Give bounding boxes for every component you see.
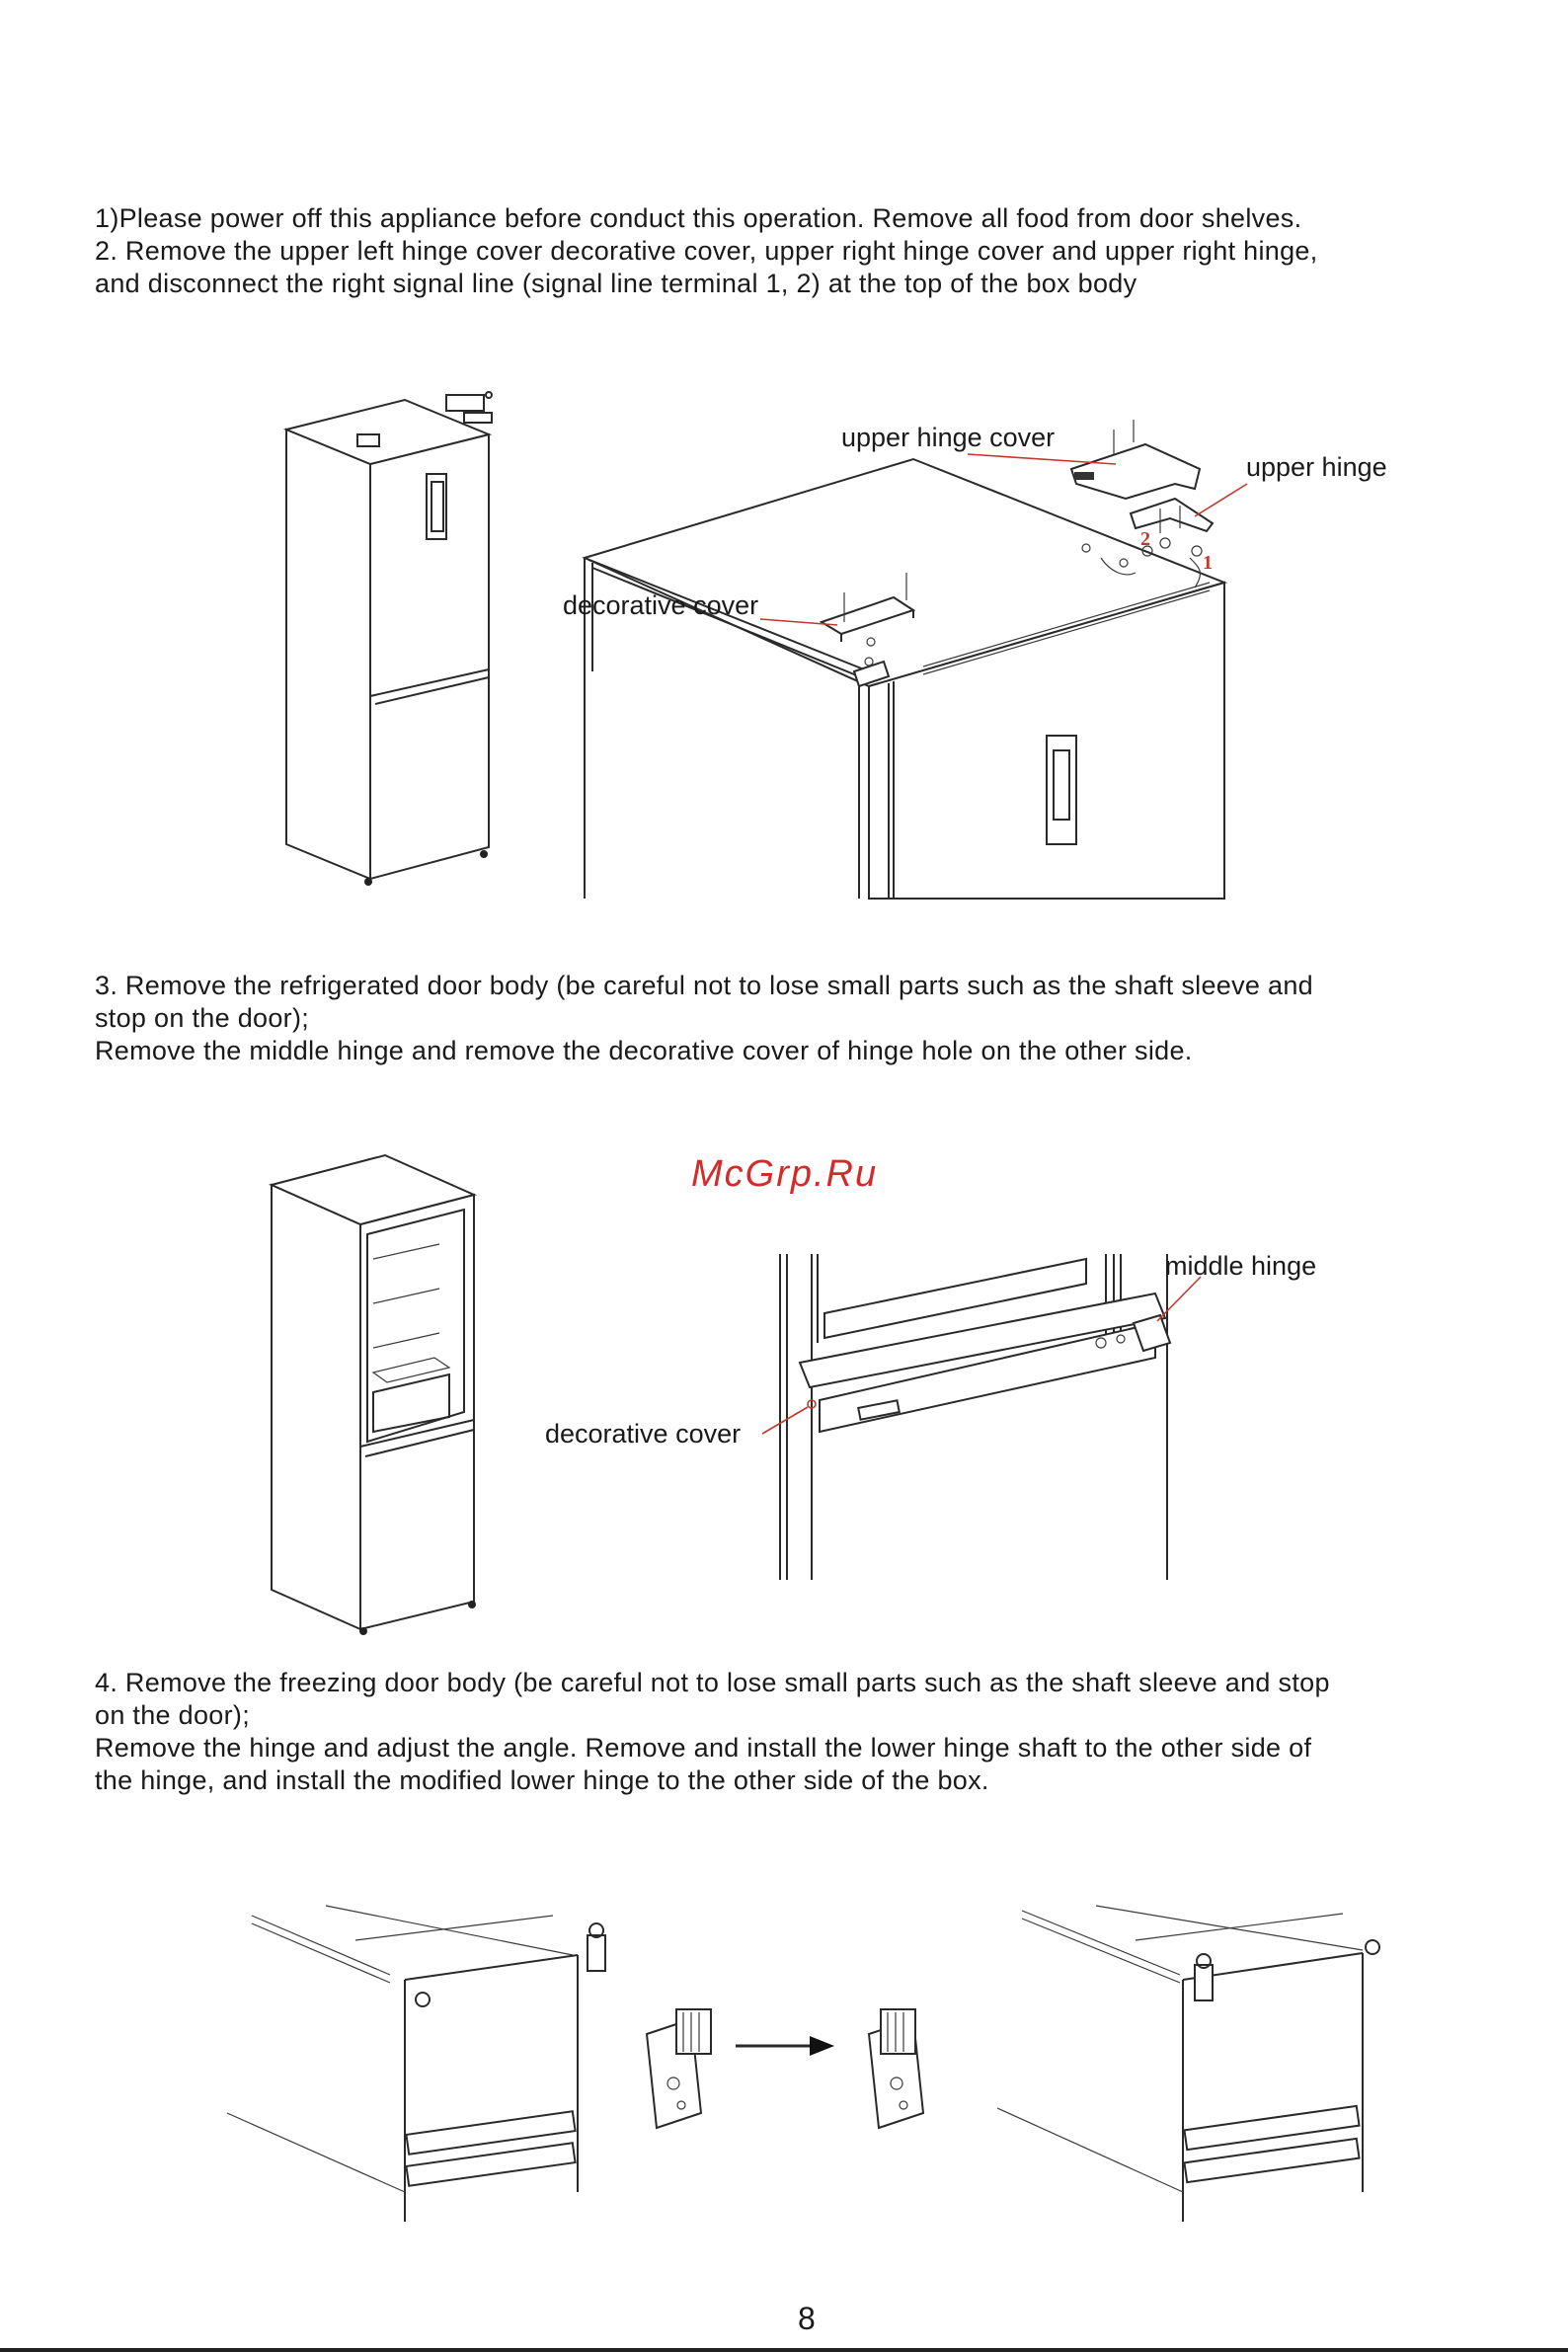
arrow-right — [736, 2036, 834, 2056]
step-2-line-1: 2. Remove the upper left hinge cover decorative cover, upper right hinge cover and upper right hinge, — [95, 236, 1318, 266]
upper-hinge-label: upper hinge — [1246, 452, 1387, 482]
step-3-line-3: Remove the middle hinge and remove the decorative cover of hinge hole on the other side. — [95, 1036, 1193, 1065]
decorative-cover-label-2: decorative cover — [545, 1419, 742, 1449]
decorative-cover-label-1: decorative cover — [563, 590, 759, 620]
step-4-line-1: 4. Remove the freezing door body (be careful not to lose small parts such as the shaft sleeve and stop — [95, 1668, 1330, 1697]
box-bottom-before-drawing — [227, 1906, 605, 2222]
bottom-rule — [0, 2348, 1568, 2352]
step-1-line-1: 1)Please power off this appliance before conduct this operation. Remove all food from door shelves. — [95, 203, 1302, 233]
step-2-line-2: and disconnect the right signal line (signal line terminal 1, 2) at the top of the box body — [95, 269, 1137, 298]
step-4-text — [95, 1667, 1477, 1797]
page-number: 8 — [798, 2301, 816, 2336]
small-fridge-drawing — [286, 392, 492, 886]
figure-2-middle-hinge — [0, 1145, 1568, 1639]
signal-terminal-1-label: 1 — [1203, 552, 1213, 574]
box-bottom-after-drawing — [997, 1906, 1379, 2222]
watermark: McGrp.Ru — [691, 1153, 879, 1195]
step-1-text — [95, 202, 1477, 235]
step-4-line-3: Remove the hinge and adjust the angle. Remove and install the lower hinge shaft to the other side of — [95, 1733, 1312, 1763]
middle-hinge-label: middle hinge — [1165, 1251, 1317, 1281]
upper-hinge-cover-label: upper hinge cover — [841, 423, 1056, 452]
step-2-text — [95, 235, 1477, 300]
step-3-line-1: 3. Remove the refrigerated door body (be careful not to lose small parts such as the shaft sleeve and — [95, 971, 1313, 1000]
step-3-line-2: stop on the door); — [95, 1003, 310, 1033]
figure-3-lower-hinge — [0, 1896, 1568, 2232]
lower-hinge-after-drawing — [869, 2009, 923, 2128]
step-3-text — [95, 970, 1477, 1067]
large-fridge-top-drawing — [585, 420, 1247, 899]
signal-terminal-2-label: 2 — [1140, 528, 1150, 550]
step-4-line-2: on the door); — [95, 1700, 251, 1730]
open-fridge-drawing — [272, 1155, 476, 1635]
middle-hinge-detail-drawing — [762, 1254, 1201, 1580]
lower-hinge-before-drawing — [647, 2009, 711, 2128]
step-4-line-4: the hinge, and install the modified lower hinge to the other side of the box. — [95, 1765, 989, 1795]
